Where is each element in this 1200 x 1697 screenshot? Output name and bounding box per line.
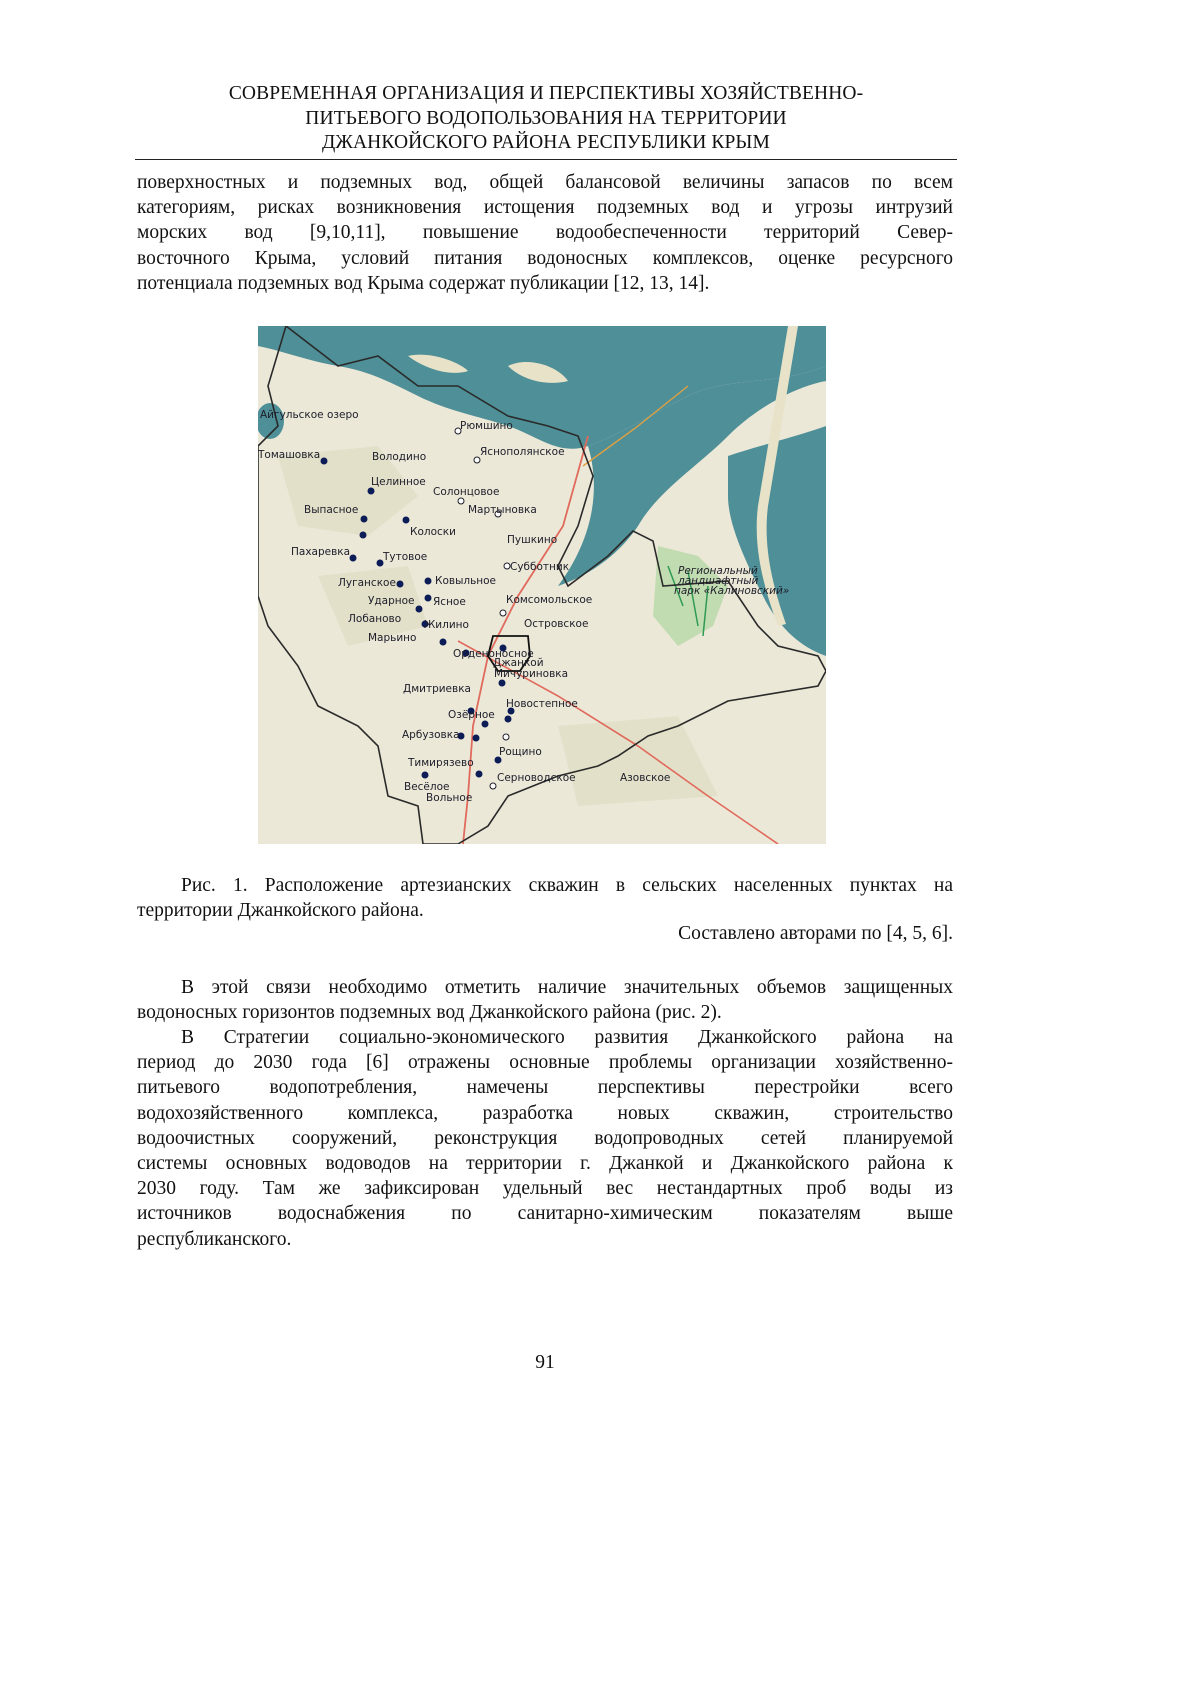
district-map-figure	[258, 326, 826, 844]
header-rule	[135, 159, 957, 160]
label-martynovka: Мартыновка	[468, 504, 537, 516]
well-dot	[425, 595, 432, 602]
settlement-marker	[490, 783, 496, 789]
caption-line-1: Рис. 1. Расположение артезианских скважин в сельских населенных пунктах на	[181, 875, 953, 896]
text-line: морских вод [9,10,11], повышение водообеспеченности территорий Север-	[137, 222, 953, 244]
label-luganskoe: Луганское	[338, 577, 396, 589]
label-volnoe: Вольное	[426, 792, 473, 804]
label-solontsovoe: Солонцовое	[433, 486, 500, 498]
label-roshchino: Рощино	[499, 746, 542, 758]
label-tutovoe: Тутовое	[383, 551, 428, 563]
well-dot	[368, 488, 375, 495]
settlement-marker	[503, 734, 509, 740]
text-line: потенциала подземных вод Крыма содержат публикации [12, 13, 14].	[137, 272, 710, 294]
paragraph-2	[137, 975, 953, 1025]
label-marino: Марьино	[368, 632, 417, 644]
label-pushkino: Пушкино	[507, 534, 558, 546]
text-line: период до 2030 года [6] отражены основные проблемы организации хозяйственно-	[137, 1052, 953, 1074]
page-number: 91	[535, 1352, 555, 1373]
label-koloski: Колоски	[410, 526, 456, 538]
figure-caption	[137, 873, 953, 923]
label-novostepnoe: Новостепное	[506, 698, 578, 710]
label-veseloe: Весёлое	[404, 781, 450, 793]
label-aigul: Айгульское озеро	[260, 409, 359, 421]
well-dot	[360, 532, 367, 539]
well-dot	[473, 735, 480, 742]
text-line: источников водоснабжения по санитарно-химическим показателям выше	[137, 1203, 953, 1225]
label-kovylnoe: Ковыльное	[435, 575, 497, 587]
text-line: поверхностных и подземных вод, общей балансовой величины запасов по всем	[137, 172, 953, 193]
text-line: водоносных горизонтов подземных вод Джанкойского района (рис. 2).	[137, 1002, 722, 1024]
paragraph-1	[137, 170, 953, 296]
label-tselinnoe: Целинное	[371, 476, 426, 488]
label-udarnoe: Ударное	[368, 595, 415, 607]
text-line: республиканского.	[137, 1228, 292, 1250]
settlement-marker	[458, 498, 464, 504]
label-timiryazevo: Тимирязево	[408, 757, 474, 769]
label-arbuzovka: Арбузовка	[402, 729, 460, 741]
figure-source: Составлено авторами по [4, 5, 6].	[678, 923, 953, 944]
header-line-1: СОВРЕМЕННАЯ ОРГАНИЗАЦИЯ И ПЕРСПЕКТИВЫ ХОЗЯЙСТВЕННО-	[228, 83, 864, 104]
text-line: водохозяйственного комплекса, разработка новых скважин, строительство	[137, 1102, 953, 1124]
well-dot	[397, 581, 404, 588]
well-dot	[416, 606, 423, 613]
label-park-line2: ландшафтный	[678, 575, 759, 587]
text-line: водоочистных сооружений, реконструкция водопроводных сетей планируемой	[137, 1127, 953, 1149]
label-pakharevka: Пахаревка	[291, 546, 351, 558]
well-dot	[350, 555, 357, 562]
label-komsomolskoe: Комсомольское	[506, 594, 593, 606]
label-dzhankoy: Джанкой	[493, 657, 544, 669]
well-dot	[321, 458, 328, 465]
text-line: питьевого водопотребления, намечены перспективы перестройки всего	[137, 1077, 953, 1099]
well-dot	[476, 771, 483, 778]
well-dot	[361, 516, 368, 523]
label-serenovodskoe: Серноводское	[497, 772, 576, 784]
text-line: восточного Крыма, условий питания водоносных комплексов, оценке ресурсного	[137, 247, 953, 269]
text-line: В этой связи необходимо отметить наличие значительных объемов защищенных	[181, 977, 953, 998]
label-vypasnoe: Выпасное	[304, 504, 359, 516]
label-azovskoe: Азовское	[620, 772, 671, 784]
text-line: системы основных водоводов на территории г. Джанкой и Джанкойского района к	[137, 1153, 953, 1175]
text-line: 2030 году. Там же зафиксирован удельный вес нестандартных проб воды из	[137, 1178, 953, 1200]
header-line-2: ПИТЬЕВОГО ВОДОПОЛЬЗОВАНИЯ НА ТЕРРИТОРИИ	[305, 107, 787, 129]
header-line-3: ДЖАНКОЙСКОГО РАЙОНА РЕСПУБЛИКИ КРЫМ	[322, 132, 770, 153]
label-ordenonosnoe: Орденоносное	[453, 648, 534, 660]
label-lobanovo: Лобаново	[348, 613, 402, 625]
well-dot	[505, 716, 512, 723]
text-line: категориям, рисках возникновения истощения подземных вод и угрозы интрузий	[137, 197, 953, 219]
label-ryumshino: Рюмшино	[460, 420, 513, 432]
paragraph-3	[137, 1025, 953, 1252]
text-line: В Стратегии социально-экономического развития Джанкойского района на	[181, 1027, 953, 1048]
label-ozernoe: Озёрное	[448, 709, 495, 721]
well-dot	[425, 578, 432, 585]
label-ostrovskoe: Островское	[524, 618, 589, 630]
label-zhilino: Жилино	[424, 619, 469, 631]
label-michurinovka: Мичуриновка	[494, 668, 569, 680]
settlement-marker	[500, 610, 506, 616]
label-dmitrievka: Дмитриевка	[403, 683, 471, 695]
label-tomashovka: Томашовка	[258, 449, 321, 461]
caption-line-2: территории Джанкойского района.	[137, 900, 424, 922]
label-park-line1: Региональный	[678, 565, 758, 577]
label-subbotnik: Субботник	[510, 561, 570, 573]
label-park-line3: парк «Калиновский»	[674, 585, 790, 597]
well-dot	[403, 517, 410, 524]
well-dot	[422, 772, 429, 779]
label-yasnopolyanskoe: Яснополянское	[480, 446, 565, 458]
label-volodino: Володино	[372, 451, 427, 463]
well-dot	[482, 721, 489, 728]
well-dot	[499, 680, 506, 687]
well-dot	[440, 639, 447, 646]
running-header	[135, 82, 957, 156]
label-yasnoe: Ясное	[433, 596, 466, 608]
